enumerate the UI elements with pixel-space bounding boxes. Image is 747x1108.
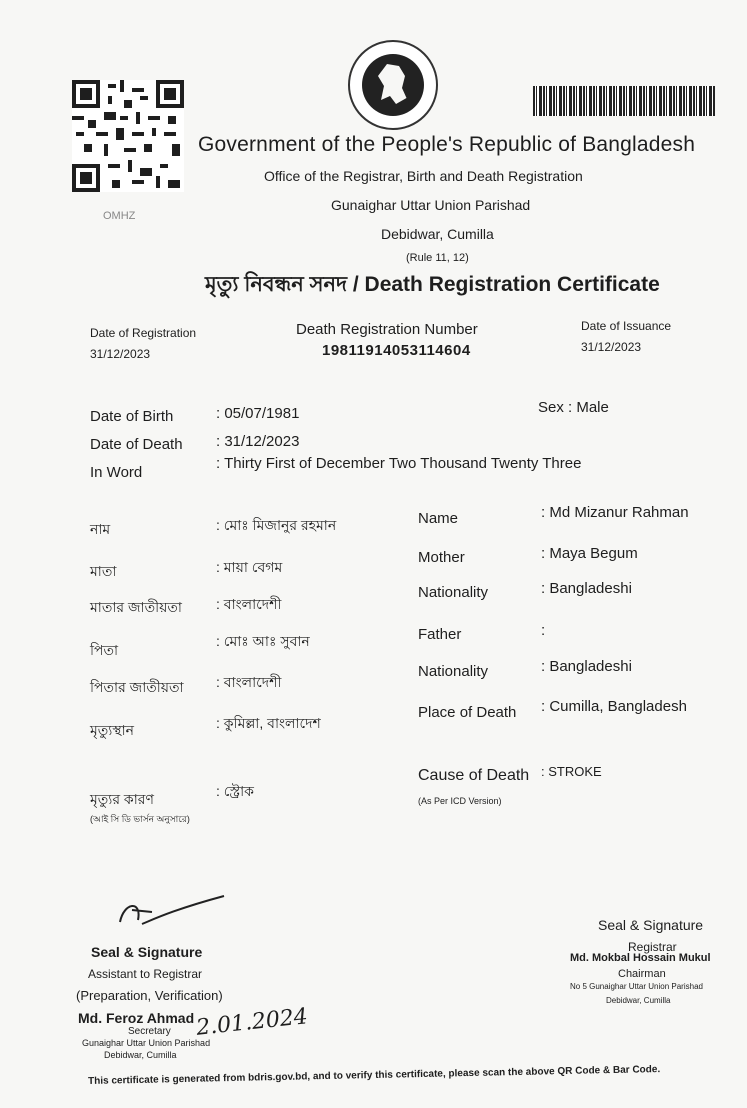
right-place: Debidwar, Cumilla <box>606 996 671 1005</box>
right-designation: Chairman <box>618 968 666 980</box>
government-emblem-icon <box>348 40 438 130</box>
in-word-label: In Word <box>90 464 143 481</box>
left-place: Debidwar, Cumilla <box>104 1050 177 1060</box>
right-name: Md. Mokbal Hossain Mukul <box>570 952 711 964</box>
location: Debidwar, Cumilla <box>381 226 494 242</box>
certificate-title-bn: মৃত্যু নিবন্ধন সনদ <box>205 273 348 296</box>
left-name: Md. Feroz Ahmad <box>78 1010 195 1026</box>
right-role: Registrar <box>628 940 677 954</box>
handwritten-date: 2.01.2024 <box>195 1004 309 1041</box>
qr-caption: OMHZ <box>103 210 136 222</box>
left-office: Gunaighar Uttar Union Parishad <box>82 1038 211 1048</box>
en-name-label: Name <box>418 510 459 527</box>
en-place-of-death-label: Place of Death <box>418 704 517 721</box>
issuance-date-value: 31/12/2023 <box>581 340 642 354</box>
bn-father-nationality-label: পিতার জাতীয়তা <box>90 679 184 695</box>
bn-father-label: পিতা <box>90 642 119 658</box>
office-name: Office of the Registrar, Birth and Death Registration <box>264 168 583 184</box>
en-cause-of-death-value: : STROKE <box>541 764 602 779</box>
en-name-value: : Md Mizanur Rahman <box>541 504 689 521</box>
en-father-label: Father <box>418 626 462 643</box>
left-designation: Secretary <box>128 1026 171 1037</box>
bn-mother-nationality-value: : বাংলাদেশী <box>216 596 282 612</box>
qr-code <box>72 80 184 192</box>
en-father-nationality-value: : Bangladeshi <box>541 658 632 675</box>
bn-father-value: : মোঃ আঃ সুবান <box>216 633 310 649</box>
right-office: No 5 Gunaighar Uttar Union Parishad <box>570 982 703 991</box>
bn-cause-of-death-label: মৃত্যুর কারণ <box>90 791 154 807</box>
registration-number-label: Death Registration Number <box>296 321 478 338</box>
issuance-date-label: Date of Issuance <box>581 319 672 333</box>
certificate-title-separator: / <box>347 273 365 296</box>
bn-cause-of-death-value: : স্ট্রোক <box>216 783 254 799</box>
en-father-value: : <box>541 622 546 639</box>
bn-father-nationality-value: : বাংলাদেশী <box>216 674 282 690</box>
sex-field: Sex : Male <box>538 399 609 416</box>
bn-name-label: নাম <box>90 521 111 537</box>
en-cause-of-death-label: Cause of Death <box>418 767 530 784</box>
footer-note: This certificate is generated from bdris.gov.bd, and to verify this certificate, please scan the above QR Code & Bar Code. <box>88 1064 661 1087</box>
date-of-death-value: : 31/12/2023 <box>216 433 300 450</box>
in-word-value: : Thirty First of December Two Thousand Twenty Three <box>216 455 582 472</box>
registration-date-value: 31/12/2023 <box>90 347 151 361</box>
date-of-death-label: Date of Death <box>90 436 183 453</box>
rule-reference: (Rule 11, 12) <box>406 252 469 264</box>
certificate-title <box>205 268 660 303</box>
bn-mother-value: : মায়া বেগম <box>216 559 283 575</box>
en-mother-value: : Maya Begum <box>541 545 638 562</box>
en-mother-nationality-label: Nationality <box>418 584 489 601</box>
en-father-nationality-label: Nationality <box>418 663 489 680</box>
left-role: Assistant to Registrar <box>88 967 203 981</box>
bn-mother-label: মাতা <box>90 563 117 579</box>
gov-title: Government of the People's Republic of Bangladesh <box>198 133 696 156</box>
union-name: Gunaighar Uttar Union Parishad <box>331 197 531 213</box>
registration-date-label: Date of Registration <box>90 326 197 340</box>
left-seal-title: Seal & Signature <box>91 944 203 960</box>
certificate-title-en: Death Registration Certificate <box>364 273 660 296</box>
date-of-birth-label: Date of Birth <box>90 408 174 425</box>
bn-cause-note: (আই সি ডি ভার্সন অনুসারে) <box>90 814 190 824</box>
bn-name-value: : মোঃ মিজানুর রহমান <box>216 517 337 533</box>
bn-place-of-death-label: মৃত্যুস্থান <box>90 722 135 738</box>
registration-number-value: 19811914053114604 <box>322 342 471 359</box>
en-cause-note: (As Per ICD Version) <box>418 796 502 806</box>
bn-mother-nationality-label: মাতার জাতীয়তা <box>90 599 182 615</box>
en-mother-label: Mother <box>418 549 465 566</box>
barcode <box>533 86 715 116</box>
en-mother-nationality-value: : Bangladeshi <box>541 580 632 597</box>
en-place-of-death-value: : Cumilla, Bangladesh <box>541 698 687 715</box>
left-signature-mark-icon <box>112 892 232 938</box>
left-duty: (Preparation, Verification) <box>76 988 223 1003</box>
date-of-birth-value: : 05/07/1981 <box>216 405 300 422</box>
right-seal-title: Seal & Signature <box>598 917 704 933</box>
bn-place-of-death-value: : কুমিল্লা, বাংলাদেশ <box>216 715 321 731</box>
